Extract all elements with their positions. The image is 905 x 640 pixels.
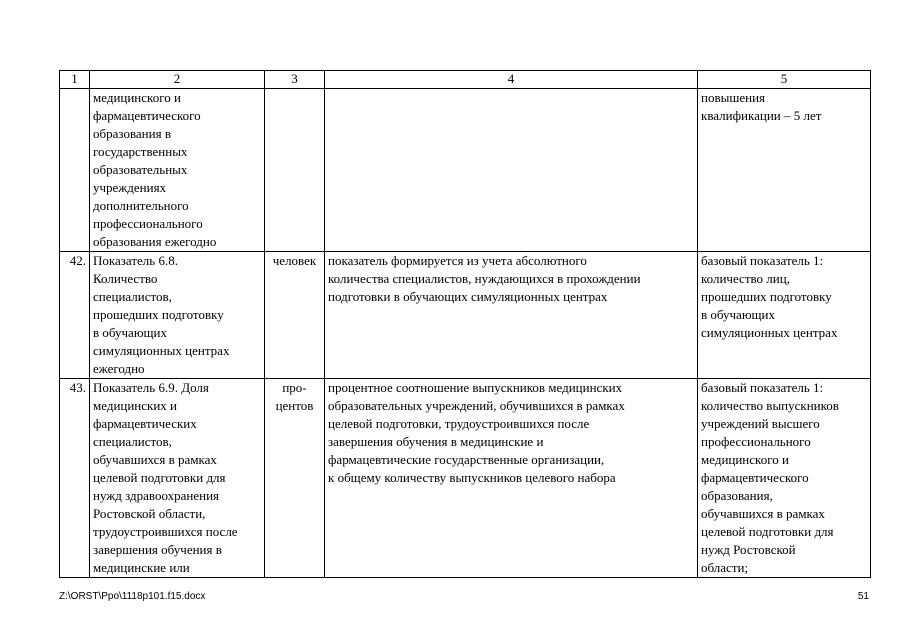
- calculation-method-line: к общему количеству выпускников целевого набора: [328, 470, 616, 485]
- table-row: [60, 89, 871, 252]
- column-number-3: 3: [265, 71, 325, 89]
- base-indicators-line: образования,: [701, 488, 773, 503]
- calculation-method-line: процентное соотношение выпускников медицинских: [328, 380, 623, 395]
- base-indicators-line: целевой подготовки для: [701, 524, 834, 539]
- row-number-cell: 42.: [60, 252, 90, 379]
- unit-of-measure-cell: [265, 89, 325, 252]
- table-body: [60, 89, 871, 578]
- base-indicators-line: квалификации – 5 лет: [701, 108, 822, 123]
- indicator-name-line: специалистов,: [93, 434, 172, 449]
- calculation-method-line: подготовки в обучающих симуляционных центрах: [328, 289, 608, 304]
- row-number-cell: [60, 89, 90, 252]
- base-indicators-line: медицинского и: [701, 452, 789, 467]
- base-indicators-line: нужд Ростовской: [701, 542, 796, 557]
- indicator-name-line: медицинского и: [93, 90, 181, 105]
- base-indicators-line: базовый показатель 1:: [701, 380, 824, 395]
- indicator-name-line: специалистов,: [93, 289, 172, 304]
- calculation-method-line: фармацевтические государственные организации,: [328, 452, 605, 467]
- indicator-name-line: медицинских и: [93, 398, 178, 413]
- indicator-name-cell: [90, 252, 265, 379]
- calculation-method-cell: [325, 252, 698, 379]
- indicator-name-line: симуляционных центрах: [93, 343, 230, 358]
- base-indicators-line: фармацевтического: [701, 470, 809, 485]
- indicator-name-line: фармацевтических: [93, 416, 197, 431]
- column-number-2: 2: [90, 71, 265, 89]
- document-table: [59, 70, 871, 578]
- indicator-name-line: медицинские или: [93, 560, 190, 575]
- indicator-name-line: образовательных: [93, 162, 188, 177]
- page-number: 51: [857, 591, 869, 602]
- indicator-name-line: Ростовской области,: [93, 506, 206, 521]
- column-number-row: [60, 71, 871, 89]
- column-number-1: 1: [60, 71, 90, 89]
- column-number-5: 5: [698, 71, 871, 89]
- indicator-name-line: завершения обучения в: [93, 542, 222, 557]
- file-path: Z:\ORST\Ppo\1118p101.f15.docx: [59, 591, 206, 602]
- indicator-name-line: учреждениях: [93, 180, 167, 195]
- indicator-name-line: дополнительного: [93, 198, 189, 213]
- indicator-name-line: образования ежегодно: [93, 234, 217, 249]
- indicator-name-line: целевой подготовки для: [93, 470, 226, 485]
- calculation-method-line: показатель формируется из учета абсолютного: [328, 253, 587, 268]
- table-row: [60, 252, 871, 379]
- column-number-4: 4: [325, 71, 698, 89]
- calculation-method-line: образовательных учреждений, обучившихся в рамках: [328, 398, 625, 413]
- base-indicators-line: повышения: [701, 90, 766, 105]
- unit-of-measure-line: про-: [282, 380, 307, 395]
- unit-of-measure-line: человек: [272, 253, 317, 268]
- base-indicators-line: количество лиц,: [701, 271, 790, 286]
- unit-of-measure-cell: [265, 252, 325, 379]
- base-indicators-line: обучавшихся в рамках: [701, 506, 825, 521]
- indicator-name-line: Показатель 6.8.: [93, 253, 178, 268]
- calculation-method-line: целевой подготовки, трудоустроившихся после: [328, 416, 590, 431]
- base-indicators-line: профессионального: [701, 434, 811, 449]
- base-indicators-cell: [698, 379, 871, 578]
- indicator-name-line: трудоустроившихся после: [93, 524, 238, 539]
- indicator-name-line: прошедших подготовку: [93, 307, 224, 322]
- indicator-name-line: нужд здравоохранения: [93, 488, 220, 503]
- table-row: [60, 379, 871, 578]
- indicator-name-line: профессионального: [93, 216, 203, 231]
- indicator-name-line: ежегодно: [93, 361, 145, 376]
- calculation-method-cell: [325, 379, 698, 578]
- indicator-name-cell: [90, 379, 265, 578]
- indicator-name-line: государственных: [93, 144, 188, 159]
- unit-of-measure-line: центов: [275, 398, 314, 413]
- base-indicators-cell: [698, 252, 871, 379]
- calculation-method-line: завершения обучения в медицинские и: [328, 434, 544, 449]
- base-indicators-cell: [698, 89, 871, 252]
- indicator-name-line: обучавшихся в рамках: [93, 452, 217, 467]
- calculation-method-cell: [325, 89, 698, 252]
- indicator-name-line: образования в: [93, 126, 171, 141]
- base-indicators-line: в обучающих: [701, 307, 775, 322]
- base-indicators-line: количество выпускников: [701, 398, 839, 413]
- row-number-cell: 43.: [60, 379, 90, 578]
- indicator-name-cell: [90, 89, 265, 252]
- calculation-method-line: количества специалистов, нуждающихся в прохождении: [328, 271, 641, 286]
- base-indicators-line: учреждений высшего: [701, 416, 820, 431]
- base-indicators-line: симуляционных центрах: [701, 325, 838, 340]
- indicator-name-line: Количество: [93, 271, 158, 286]
- indicator-name-line: в обучающих: [93, 325, 167, 340]
- indicator-name-line: фармацевтического: [93, 108, 201, 123]
- base-indicators-line: базовый показатель 1:: [701, 253, 824, 268]
- indicator-name-line: Показатель 6.9. Доля: [93, 380, 209, 395]
- base-indicators-line: области;: [701, 560, 749, 575]
- unit-of-measure-cell: [265, 379, 325, 578]
- base-indicators-line: прошедших подготовку: [701, 289, 832, 304]
